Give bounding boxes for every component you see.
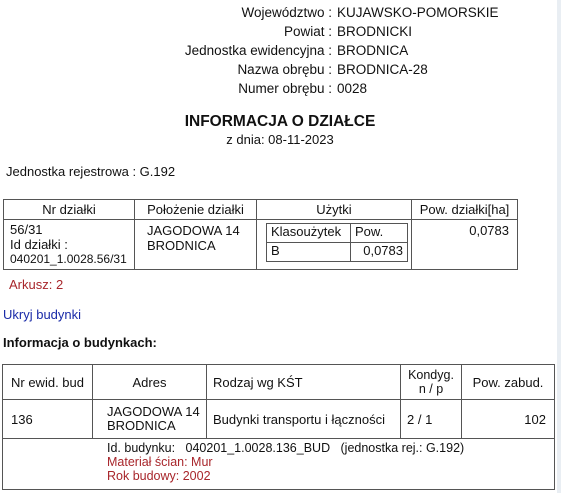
table-row xyxy=(4,220,518,270)
page-date: z dnia: 08-11-2023 xyxy=(226,132,334,147)
construction-year: Rok budowy: 2002 xyxy=(107,469,211,483)
registration-unit: Jednostka rejestrowa : G.192 xyxy=(6,164,176,179)
parcel-id-label: Id działki : xyxy=(10,237,68,252)
table-header-row xyxy=(3,365,555,400)
table-row xyxy=(3,400,555,439)
header-key: Województwo : xyxy=(241,5,332,20)
header-row-wojewodztwo xyxy=(0,4,560,22)
building-id: Id. budynku: 040201_1.0028.136_BUD (jednostka rej.: G.192) xyxy=(107,441,465,455)
header-value: BRODNICA xyxy=(337,43,409,58)
hide-buildings-link[interactable]: Ukryj budynki xyxy=(3,307,82,322)
subheader-klas: Klasoużytek xyxy=(267,224,351,243)
header-key: Numer obrębu : xyxy=(238,81,332,96)
col-header-uzytki: Użytki xyxy=(257,200,412,220)
header-key: Nazwa obrębu : xyxy=(237,62,332,77)
col-header-pow-zabud: Pow. zabud. xyxy=(462,365,555,400)
col-header-rodzaj: Rodzaj wg KŚT xyxy=(207,365,401,400)
col-header-kondyg xyxy=(401,365,462,400)
table-header-row xyxy=(4,200,518,220)
building-city: BRODNICA xyxy=(107,418,176,433)
parcel-table xyxy=(3,199,518,270)
kondyg-header-line1: Kondyg. xyxy=(408,368,454,382)
land-use-class: B xyxy=(267,243,351,262)
cell-nr xyxy=(4,220,135,270)
col-header-polozenie: Położenie działki xyxy=(135,200,257,220)
col-header-nr-bud: Nr ewid. bud xyxy=(3,365,93,400)
header-row-jednostka xyxy=(0,42,560,60)
parcel-number: 56/31 xyxy=(10,222,43,237)
wall-material: Materiał ścian: Mur xyxy=(107,455,213,469)
header-row-powiat xyxy=(0,23,560,41)
cell-kondyg: 2 / 1 xyxy=(401,400,462,439)
location-street: JAGODOWA 14 xyxy=(147,223,240,238)
header-value: 0028 xyxy=(337,81,368,96)
cell-adres xyxy=(93,400,207,439)
header-value: BRODNICA-28 xyxy=(337,62,428,77)
col-header-adres: Adres xyxy=(93,365,207,400)
buildings-heading: Informacja o budynkach: xyxy=(3,335,157,350)
col-header-pow: Pow. działki[ha] xyxy=(412,200,518,220)
cell-pow: 0,0783 xyxy=(412,220,518,270)
header-row-numer-obrebu xyxy=(0,80,560,98)
land-use-subtable xyxy=(266,223,408,262)
col-header-nr: Nr działki xyxy=(4,200,135,220)
sheet-number: Arkusz: 2 xyxy=(9,277,64,292)
parcel-id-value: 040201_1.0028.56/31 xyxy=(10,252,127,266)
cell-rodzaj: Budynki transportu i łączności xyxy=(207,400,401,439)
header-key: Jednostka ewidencyjna : xyxy=(184,43,332,58)
buildings-table xyxy=(2,364,555,490)
cell-uzytki xyxy=(257,220,412,270)
header-key: Powiat : xyxy=(283,24,332,39)
cell-polozenie xyxy=(135,220,257,270)
cell-nr-bud: 136 xyxy=(3,400,93,439)
header-row-nazwa-obrebu xyxy=(0,61,560,79)
header-value: BRODNICKI xyxy=(337,24,413,39)
page-title: INFORMACJA O DZIAŁCE xyxy=(184,113,376,130)
subheader-pow: Pow. xyxy=(351,224,408,243)
cell-pow-zabud: 102 xyxy=(462,400,555,439)
building-street: JAGODOWA 14 xyxy=(107,404,200,419)
location-city: BRODNICA xyxy=(147,238,216,253)
building-details xyxy=(3,439,555,490)
kondyg-header-line2: n / p xyxy=(418,382,444,396)
land-use-area: 0,0783 xyxy=(351,243,408,262)
building-details-row xyxy=(3,439,555,490)
header-value: KUJAWSKO-POMORSKIE xyxy=(337,5,499,20)
